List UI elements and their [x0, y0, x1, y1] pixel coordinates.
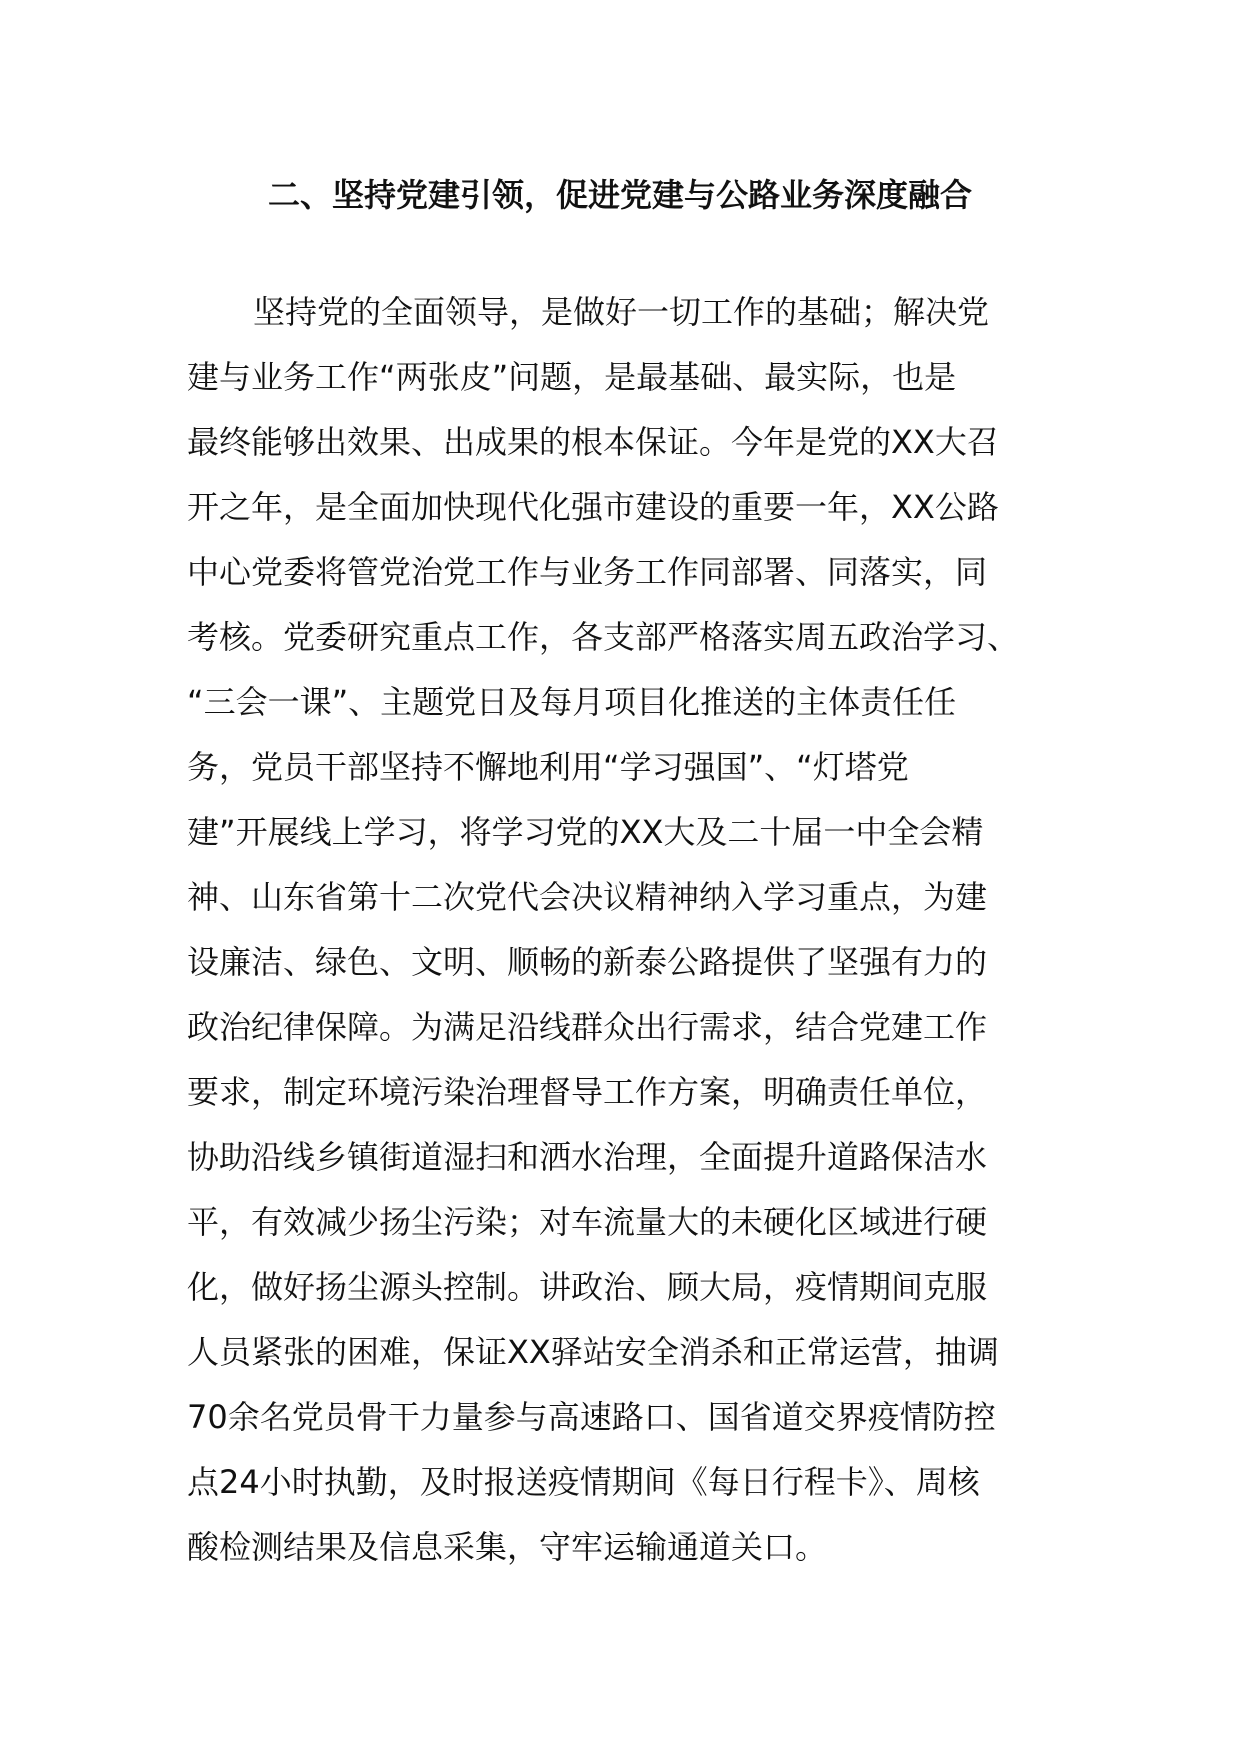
paragraph-line: 考核。党委研究重点工作，各支部严格落实周五政治学习、 [187, 618, 1020, 656]
paragraph-line: 化，做好扬尘源头控制。讲政治、顾大局，疫情期间克服 [187, 1268, 988, 1306]
section-paragraph [187, 280, 1057, 1580]
paragraph-line: 平，有效减少扬尘污染；对车流量大的未硬化区域进行硬 [187, 1203, 988, 1241]
paragraph-line: 70余名党员骨干力量参与高速路口、国省道交界疫情防控 [187, 1398, 996, 1436]
paragraph-line: 中心党委将管党治党工作与业务工作同部署、同落实，同 [187, 553, 988, 591]
paragraph-line: 人员紧张的困难，保证XX驿站安全消杀和正常运营，抽调 [187, 1333, 999, 1371]
paragraph-line: 神、山东省第十二次党代会决议精神纳入学习重点，为建 [187, 878, 988, 916]
paragraph-line: 务，党员干部坚持不懈地利用“学习强国”、“灯塔党 [187, 748, 909, 786]
paragraph-line: 建与业务工作“两张皮”问题，是最基础、最实际，也是 [187, 358, 957, 396]
paragraph-line: 点24小时执勤，及时报送疫情期间《每日行程卡》、周核 [187, 1463, 980, 1501]
paragraph-line: “三会一课”、主题党日及每月项目化推送的主体责任任 [187, 683, 957, 721]
paragraph-line: 最终能够出效果、出成果的根本保证。今年是党的XX大召 [187, 423, 999, 461]
paragraph-line: 酸检测结果及信息采集，守牢运输通道关口。 [187, 1528, 828, 1566]
paragraph-line: 协助沿线乡镇街道湿扫和洒水治理，全面提升道路保洁水 [187, 1138, 988, 1176]
section-heading: 二、坚持党建引领，促进党建与公路业务深度融合 [267, 176, 972, 214]
paragraph-line: 建”开展线上学习，将学习党的XX大及二十届一中全会精 [187, 813, 984, 851]
paragraph-line: 坚持党的全面领导，是做好一切工作的基础；解决党 [253, 293, 990, 331]
paragraph-line: 政治纪律保障。为满足沿线群众出行需求，结合党建工作 [187, 1008, 988, 1046]
paragraph-line: 设廉洁、绿色、文明、顺畅的新泰公路提供了坚强有力的 [187, 943, 988, 981]
paragraph-line: 要求，制定环境污染治理督导工作方案，明确责任单位， [187, 1073, 988, 1111]
paragraph-line: 开之年，是全面加快现代化强市建设的重要一年，XX公路 [187, 488, 999, 526]
